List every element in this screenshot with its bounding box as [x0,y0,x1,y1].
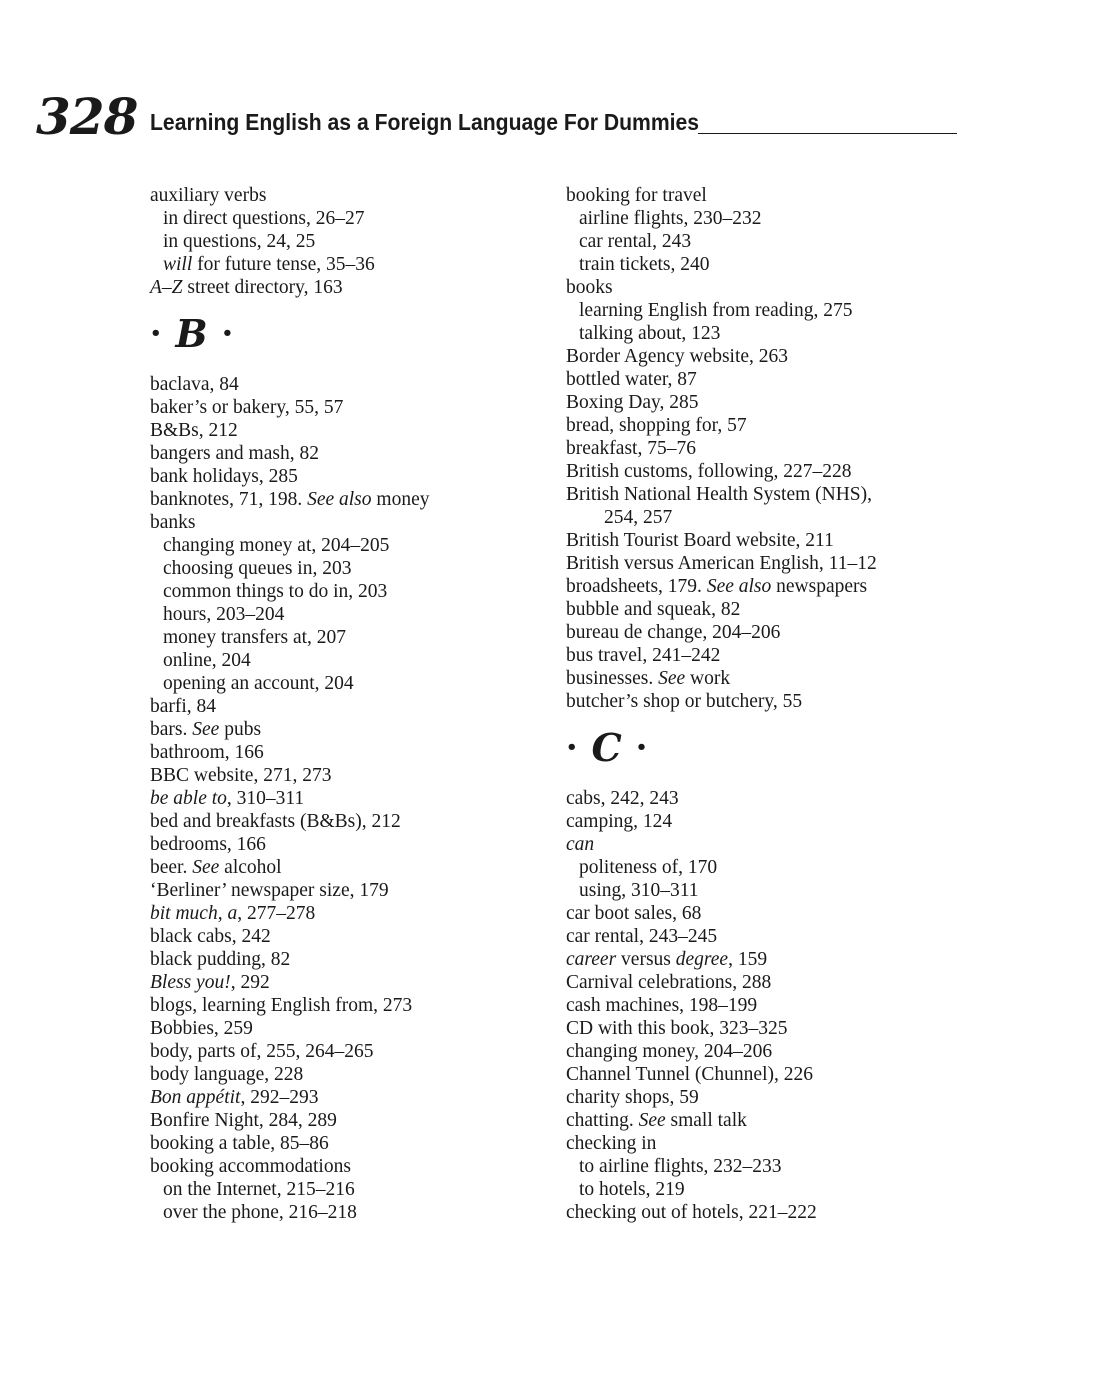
index-entry [150,764,550,787]
index-entry [566,391,1006,414]
index-entry [566,414,1006,437]
index-subentry [150,534,550,557]
section-bullet-left: • [566,736,578,758]
index-entry [566,368,1006,391]
entry-text: to hotels, 219 [579,1179,685,1200]
index-entry [150,718,550,741]
index-subentry [150,672,550,695]
entry-text: British versus American English, 11–12 [566,553,877,574]
index-entry [150,879,550,902]
index-entry [150,1109,550,1132]
entry-text: , 292–293 [240,1087,319,1108]
entry-text: baker’s or bakery, 55, 57 [150,397,344,418]
entry-text-italic: See [638,1110,666,1131]
entry-text-italic: be able to [150,788,227,809]
index-column-left [150,184,550,1224]
index-entry [150,856,550,879]
index-entry [150,465,550,488]
entry-text: for future tense, 35–36 [192,254,375,275]
index-subentry [150,253,550,276]
index-entry [566,667,1006,690]
index-entry [150,396,550,419]
index-subentry [150,557,550,580]
entry-text: changing money, 204–206 [566,1041,773,1062]
index-subentry [566,322,1006,345]
entry-text: ‘Berliner’ newspaper size, 179 [150,880,389,901]
index-entry [566,1109,1006,1132]
index-entry [566,345,1006,368]
entry-text: airline flights, 230–232 [579,208,762,229]
entry-text: booking a table, 85–86 [150,1133,329,1154]
index-entry [566,902,1006,925]
entry-text-italic: degree [675,949,729,970]
entry-text: opening an account, 204 [163,673,354,694]
index-entry [150,994,550,1017]
entry-text: bangers and mash, 82 [150,443,319,464]
entry-text: on the Internet, 215–216 [163,1179,355,1200]
entry-text: to airline flights, 232–233 [579,1156,782,1177]
entry-text: bars. [150,719,193,740]
index-subentry [566,506,1006,529]
entry-text-italic: bit much, a [150,903,238,924]
entry-text-italic: will [163,254,193,275]
index-subentry [566,299,1006,322]
index-entry [150,511,550,534]
entry-text: money [371,489,430,510]
entry-text: checking in [566,1133,657,1154]
entry-text: Channel Tunnel (Chunnel), 226 [566,1064,813,1085]
book-title: Learning English as a Foreign Language For Dummies [150,109,700,135]
entry-text: train tickets, 240 [579,254,710,275]
entry-text: street directory, 163 [182,277,343,298]
entry-text: B&Bs, 212 [150,420,238,441]
entry-text: baclava, 84 [150,374,239,395]
entry-text: bread, shopping for, 57 [566,415,747,436]
index-subentry [150,626,550,649]
entry-text: broadsheets, 179. [566,576,707,597]
entry-text: , 277–278 [237,903,316,924]
entry-text: in direct questions, 26–27 [163,208,365,229]
section-heading-b [150,309,550,357]
index-entry [566,1132,1006,1155]
entry-text: bank holidays, 285 [150,466,298,487]
entry-text: money transfers at, 207 [163,627,347,648]
index-subentry [566,1178,1006,1201]
entry-text: choosing queues in, 203 [163,558,352,579]
index-entry [150,488,550,511]
entry-text: Bonfire Night, 284, 289 [150,1110,337,1131]
index-entry [566,810,1006,833]
index-entry [566,621,1006,644]
index-entry [566,184,1006,207]
index-subentry [150,207,550,230]
entry-text-italic: See [192,719,220,740]
entry-text: Carnival celebrations, 288 [566,972,772,993]
index-entry [150,1132,550,1155]
page-number: 328 [36,87,138,146]
index-entry [150,971,550,994]
entry-text: in questions, 24, 25 [163,231,316,252]
entry-text: bureau de change, 204–206 [566,622,781,643]
index-entry [566,437,1006,460]
entry-text-italic: See [658,668,686,689]
index-entry [566,1201,1006,1224]
index-entry [566,948,1006,971]
entry-text: bed and breakfasts (B&Bs), 212 [150,811,401,832]
index-entry [566,529,1006,552]
entry-text: butcher’s shop or butchery, 55 [566,691,803,712]
entry-text-italic: can [566,834,595,855]
index-column-right [566,184,1006,1224]
entry-text: car rental, 243–245 [566,926,718,947]
entry-text: changing money at, 204–205 [163,535,390,556]
entry-text: banks [150,512,196,533]
index-entry [566,483,1006,506]
entry-text: , 159 [728,949,768,970]
entry-text: over the phone, 216–218 [163,1202,357,1223]
entry-text: car rental, 243 [579,231,692,252]
section-letter: C [591,724,622,770]
index-entry [150,902,550,925]
entry-text: body, parts of, 255, 264–265 [150,1041,374,1062]
entry-text: BBC website, 271, 273 [150,765,332,786]
entry-text: common things to do in, 203 [163,581,388,602]
index-subentry [150,230,550,253]
entry-text: blogs, learning English from, 273 [150,995,413,1016]
entry-text-italic: career [566,949,617,970]
entry-text: versus [616,949,676,970]
entry-text: alcohol [219,857,282,878]
entry-text: bus travel, 241–242 [566,645,721,666]
entry-text: Boxing Day, 285 [566,392,699,413]
entry-text: British National Health System (NHS), [566,484,873,505]
entry-text: bathroom, 166 [150,742,264,763]
entry-text: , 292 [230,972,270,993]
index-entry [150,948,550,971]
index-entry [150,1063,550,1086]
index-entry [566,644,1006,667]
index-entry [150,1155,550,1178]
index-subentry [566,253,1006,276]
entry-text: Border Agency website, 263 [566,346,789,367]
index-entry [150,741,550,764]
section-bullet-left: • [150,322,162,344]
entry-text: learning English from reading, 275 [579,300,853,321]
entry-text: , 310–311 [226,788,305,809]
entry-text-italic: Bless you! [150,972,231,993]
index-subentry [150,1201,550,1224]
index-entry [150,810,550,833]
entry-text: hours, 203–204 [163,604,285,625]
entry-text: booking for travel [566,185,707,206]
entry-text: black pudding, 82 [150,949,291,970]
entry-text: using, 310–311 [579,880,699,901]
entry-text: pubs [219,719,262,740]
entry-text: British customs, following, 227–228 [566,461,852,482]
entry-text: bottled water, 87 [566,369,697,390]
entry-text-italic: See also [307,489,372,510]
entry-text: chatting. [566,1110,639,1131]
index-entry [150,1017,550,1040]
index-entry [566,1063,1006,1086]
index-subentry [150,649,550,672]
index-entry [150,1086,550,1109]
entry-text: body language, 228 [150,1064,304,1085]
index-entry [150,442,550,465]
index-subentry [566,856,1006,879]
index-subentry [566,230,1006,253]
entry-text: charity shops, 59 [566,1087,699,1108]
entry-text-italic: Bon appétit [150,1087,241,1108]
index-subentry [566,879,1006,902]
index-subentry [150,1178,550,1201]
index-entry [566,598,1006,621]
entry-text-italic: See [192,857,220,878]
index-subentry [566,1155,1006,1178]
index-entry [150,1040,550,1063]
index-entry [566,971,1006,994]
entry-text: barfi, 84 [150,696,217,717]
entry-text: cash machines, 198–199 [566,995,758,1016]
index-subentry [150,603,550,626]
entry-text: businesses. [566,668,659,689]
entry-text: cabs, 242, 243 [566,788,679,809]
index-entry [566,787,1006,810]
index-entry [566,994,1006,1017]
index-entry [566,1017,1006,1040]
index-entry [566,1086,1006,1109]
index-entry [150,276,550,299]
entry-text: camping, 124 [566,811,673,832]
index-entry [150,373,550,396]
section-heading-c [566,723,1006,771]
index-entry [566,460,1006,483]
index-entry [150,695,550,718]
entry-text: politeness of, 170 [579,857,718,878]
index-entry [566,925,1006,948]
entry-text: banknotes, 71, 198. [150,489,308,510]
entry-text: bubble and squeak, 82 [566,599,741,620]
index-entry [150,833,550,856]
entry-text: car boot sales, 68 [566,903,702,924]
index-entry [566,690,1006,713]
index-entry [150,419,550,442]
entry-text: black cabs, 242 [150,926,271,947]
entry-text: talking about, 123 [579,323,721,344]
entry-text: books [566,277,613,298]
entry-text: bedrooms, 166 [150,834,266,855]
entry-text-italic: A–Z [150,277,183,298]
entry-text-italic: See also [706,576,772,597]
entry-text: British Tourist Board website, 211 [566,530,834,551]
entry-text: online, 204 [163,650,251,671]
index-subentry [150,580,550,603]
index-entry [150,925,550,948]
entry-text: CD with this book, 323–325 [566,1018,788,1039]
entry-text: work [685,668,731,689]
section-letter: B [175,310,208,356]
header-rule [698,133,957,134]
index-entry [150,787,550,810]
index-entry [150,184,550,207]
entry-text: 254, 257 [604,507,673,528]
entry-text: beer. [150,857,193,878]
entry-text: booking accommodations [150,1156,351,1177]
index-entry [566,575,1006,598]
index-subentry [566,207,1006,230]
entry-text: newspapers [771,576,868,597]
entry-text: Bobbies, 259 [150,1018,253,1039]
index-entry [566,276,1006,299]
entry-text: small talk [665,1110,747,1131]
index-entry [566,833,1006,856]
entry-text: auxiliary verbs [150,185,267,206]
entry-text: breakfast, 75–76 [566,438,696,459]
section-bullet-right: • [635,736,648,758]
index-entry [566,1040,1006,1063]
section-bullet-right: • [221,322,234,344]
entry-text: checking out of hotels, 221–222 [566,1202,817,1223]
index-entry [566,552,1006,575]
